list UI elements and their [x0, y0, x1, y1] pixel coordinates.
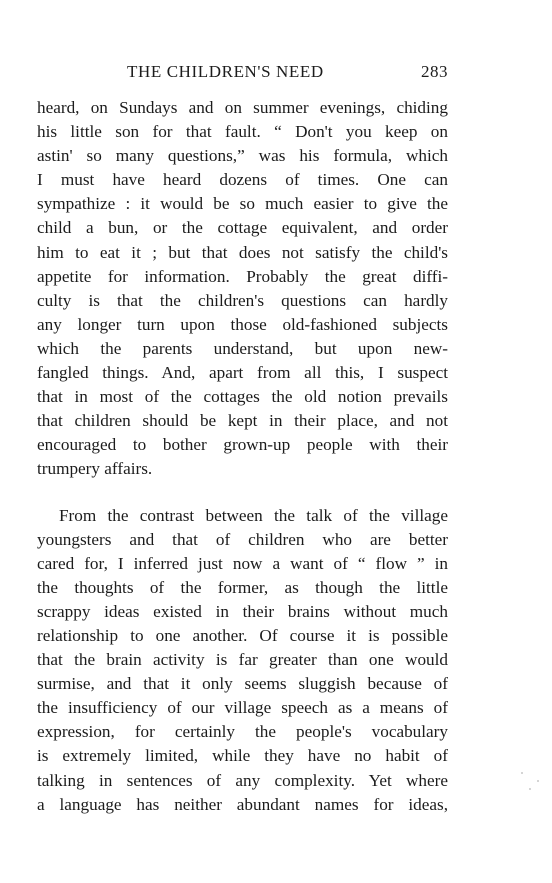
paragraph-gap — [37, 482, 448, 504]
text-line: fangled things. And, apart from all this, I suspect — [37, 363, 448, 383]
paper-speck — [529, 788, 531, 790]
paragraph — [37, 96, 448, 482]
text-line: his little son for that fault. “ Don't you keep on — [37, 122, 448, 142]
text-line: him to eat it ; but that does not satisfy the child's — [37, 242, 448, 262]
text-line: the thoughts of the former, as though the little — [37, 577, 448, 597]
body-text — [37, 96, 448, 817]
text-line: is extremely limited, while they have no habit of — [37, 746, 448, 766]
text-line: that children should be kept in their place, and not — [37, 411, 448, 431]
text-line: trumpery affairs. — [37, 459, 153, 479]
text-line: that the brain activity is far greater than one would — [37, 650, 448, 670]
text-line: appetite for information. Probably the great diffi- — [37, 266, 448, 286]
paragraph — [37, 504, 448, 817]
text-line: astin' so many questions,” was his formula, which — [37, 146, 448, 166]
text-line: any longer turn upon those old-fashioned subjects — [37, 314, 448, 334]
text-line: cared for, I inferred just now a want of “ flow ” in — [37, 553, 448, 573]
text-line: youngsters and that of children who are better — [37, 529, 448, 549]
text-line: expression, for certainly the people's vocabulary — [37, 722, 448, 742]
text-line: relationship to one another. Of course it is possible — [37, 625, 448, 645]
text-line: encouraged to bother grown-up people with their — [37, 435, 448, 455]
paper-speck — [521, 772, 523, 774]
text-line: which the parents understand, but upon new- — [37, 338, 448, 358]
running-head-title: THE CHILDREN'S NEED — [127, 62, 324, 81]
text-line: From the contrast between the talk of the village — [59, 505, 448, 525]
text-line: a language has neither abundant names for ideas, — [37, 794, 448, 814]
text-line: I must have heard dozens of times. One can — [37, 170, 448, 190]
running-head — [37, 62, 448, 84]
text-line: sympathize : it would be so much easier to give the — [37, 194, 448, 214]
text-line: culty is that the children's questions can hardly — [37, 290, 448, 310]
text-line: that in most of the cottages the old notion prevails — [37, 387, 448, 407]
paper-speck — [537, 780, 539, 782]
text-line: talking in sentences of any complexity. Yet where — [37, 770, 448, 790]
text-line: heard, on Sundays and on summer evenings, chiding — [37, 98, 448, 117]
text-line: scrappy ideas existed in their brains without much — [37, 601, 448, 621]
text-line: the insufficiency of our village speech as a means of — [37, 698, 448, 718]
text-line: surmise, and that it only seems sluggish because of — [37, 674, 448, 694]
text-line: child a bun, or the cottage equivalent, and order — [37, 218, 448, 238]
page-number: 283 — [421, 62, 448, 81]
